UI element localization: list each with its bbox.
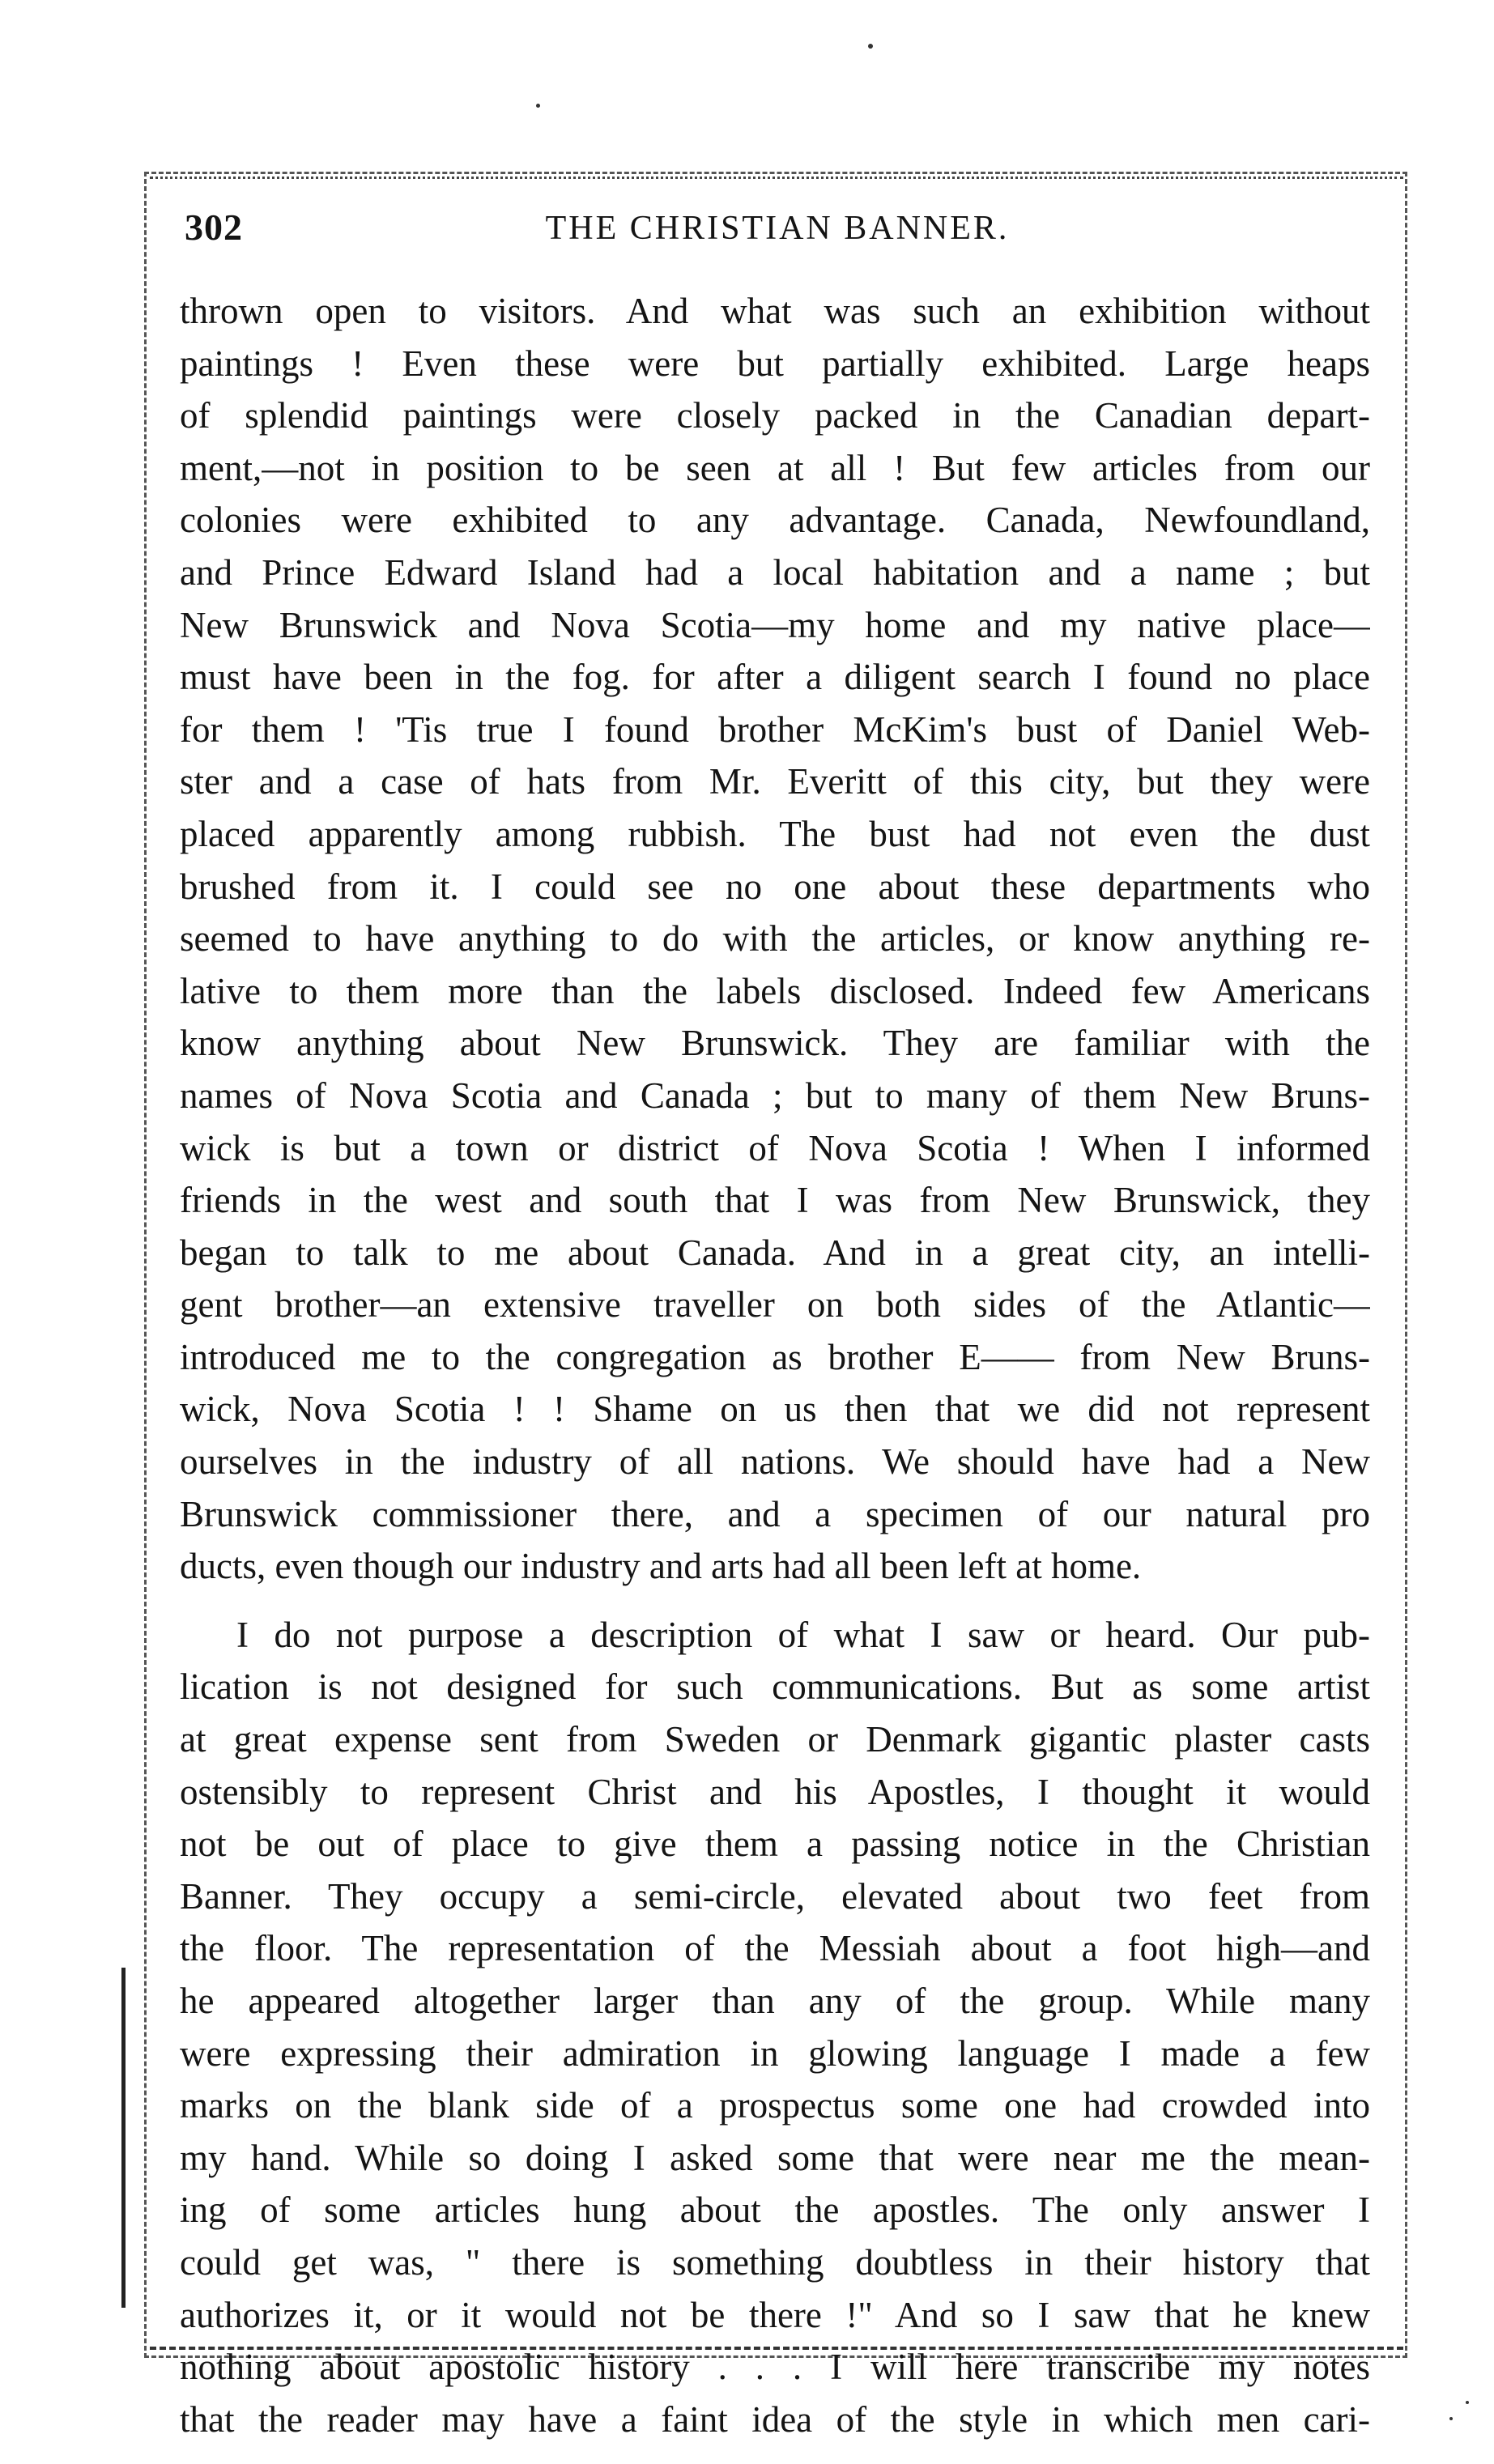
text-line: paintings ! Even these were but partially exhibited. Large heaps <box>180 343 1370 384</box>
text-line: and Prince Edward Island had a local habitation and a name ; but <box>180 551 1370 593</box>
text-line: introduced me to the congregation as brother E—— from New Bruns- <box>180 1336 1370 1377</box>
text-line: that the reader may have a faint idea of the style in which men cari- <box>180 2398 1370 2440</box>
article-body <box>180 285 1370 2445</box>
paragraph <box>180 1609 1370 2446</box>
text-line: I do not purpose a description of what I saw or heard. Our pub- <box>236 1614 1370 1655</box>
text-line: nothing about apostolic history . . . I will here transcribe my notes <box>180 2347 1370 2388</box>
page-header <box>178 201 1377 266</box>
journal-title: THE CHRISTIAN BANNER. <box>545 210 1010 247</box>
text-line: names of Nova Scotia and Canada ; but to many of them New Bruns- <box>180 1075 1370 1116</box>
text-line: know anything about New Brunswick. They are familiar with the <box>180 1023 1370 1064</box>
text-line: must have been in the fog. for after a diligent search I found no place <box>180 657 1370 698</box>
text-line: ing of some articles hung about the apostles. The only answer I <box>180 2190 1370 2231</box>
text-line: ster and a case of hats from Mr. Everitt of this city, but they were <box>180 761 1370 802</box>
text-line: gent brother—an extensive traveller on both sides of the Atlantic— <box>180 1284 1370 1326</box>
text-line: ment,—not in position to be seen at all ! But few articles from our <box>180 447 1370 488</box>
text-line: were expressing their admiration in glowing language I made a few <box>180 2032 1370 2074</box>
text-line: brushed from it. I could see no one about these departments who <box>180 866 1370 907</box>
text-line: of splendid paintings were closely packed in the Canadian depart- <box>180 395 1370 436</box>
text-line: he appeared altogether larger than any of the group. While many <box>180 1981 1370 2021</box>
text-line: lication is not designed for such communications. But as some artist <box>180 1666 1370 1708</box>
text-line: seemed to have anything to do with the articles, or know anything re- <box>180 918 1370 960</box>
text-line: wick is but a town or district of Nova Scotia ! When I informed <box>180 1127 1370 1168</box>
text-line: placed apparently among rubbish. The bust had not even the dust <box>180 813 1370 854</box>
text-line: marks on the blank side of a prospectus some one had crowded into <box>180 2085 1370 2126</box>
print-speck <box>868 44 873 49</box>
text-line: began to talk to me about Canada. And in a great city, an intelli- <box>180 1232 1370 1273</box>
text-line: ostensibly to represent Christ and his Apostles, I thought it would <box>180 1771 1370 1812</box>
text-line: authorizes it, or it would not be there !" And so I saw that he knew <box>180 2294 1370 2335</box>
print-speck <box>1449 2417 1453 2420</box>
print-speck <box>1466 2401 1469 2404</box>
page-number: 302 <box>185 206 243 248</box>
text-line: Brunswick commissioner there, and a specimen of our natural pro <box>180 1493 1370 1534</box>
text-line: my hand. While so doing I asked some that were near me the mean- <box>180 2137 1370 2178</box>
top-rule <box>150 177 1403 179</box>
margin-mark <box>121 1968 138 2308</box>
text-line: at great expense sent from Sweden or Denmark gigantic plaster casts <box>180 1719 1370 1760</box>
text-line: friends in the west and south that I was from New Brunswick, they <box>180 1180 1370 1221</box>
text-line: colonies were exhibited to any advantage. Canada, Newfoundland, <box>180 500 1370 541</box>
text-line: Banner. They occupy a semi-circle, elevated about two feet from <box>180 1875 1370 1917</box>
text-line: New Brunswick and Nova Scotia—my home and my native place— <box>180 604 1370 645</box>
text-line: could get was, " there is something doubtless in their history that <box>180 2241 1370 2283</box>
paragraph <box>180 285 1370 1593</box>
text-line: not be out of place to give them a passing notice in the Christian <box>180 1824 1370 1865</box>
text-line: the floor. The representation of the Messiah about a foot high—and <box>180 1928 1370 1969</box>
print-speck <box>536 104 540 108</box>
text-line: ducts, even though our industry and arts had all been left at home. <box>180 1546 1142 1587</box>
text-line: for them ! 'Tis true I found brother McKim's bust of Daniel Web- <box>180 709 1370 750</box>
text-line: thrown open to visitors. And what was such an exhibition without <box>180 291 1370 331</box>
text-line: lative to them more than the labels disclosed. Indeed few Americans <box>180 970 1370 1011</box>
text-line: ourselves in the industry of all nations. We should have had a New <box>180 1441 1370 1483</box>
text-line: wick, Nova Scotia ! ! Shame on us then that we did not represent <box>180 1389 1370 1430</box>
